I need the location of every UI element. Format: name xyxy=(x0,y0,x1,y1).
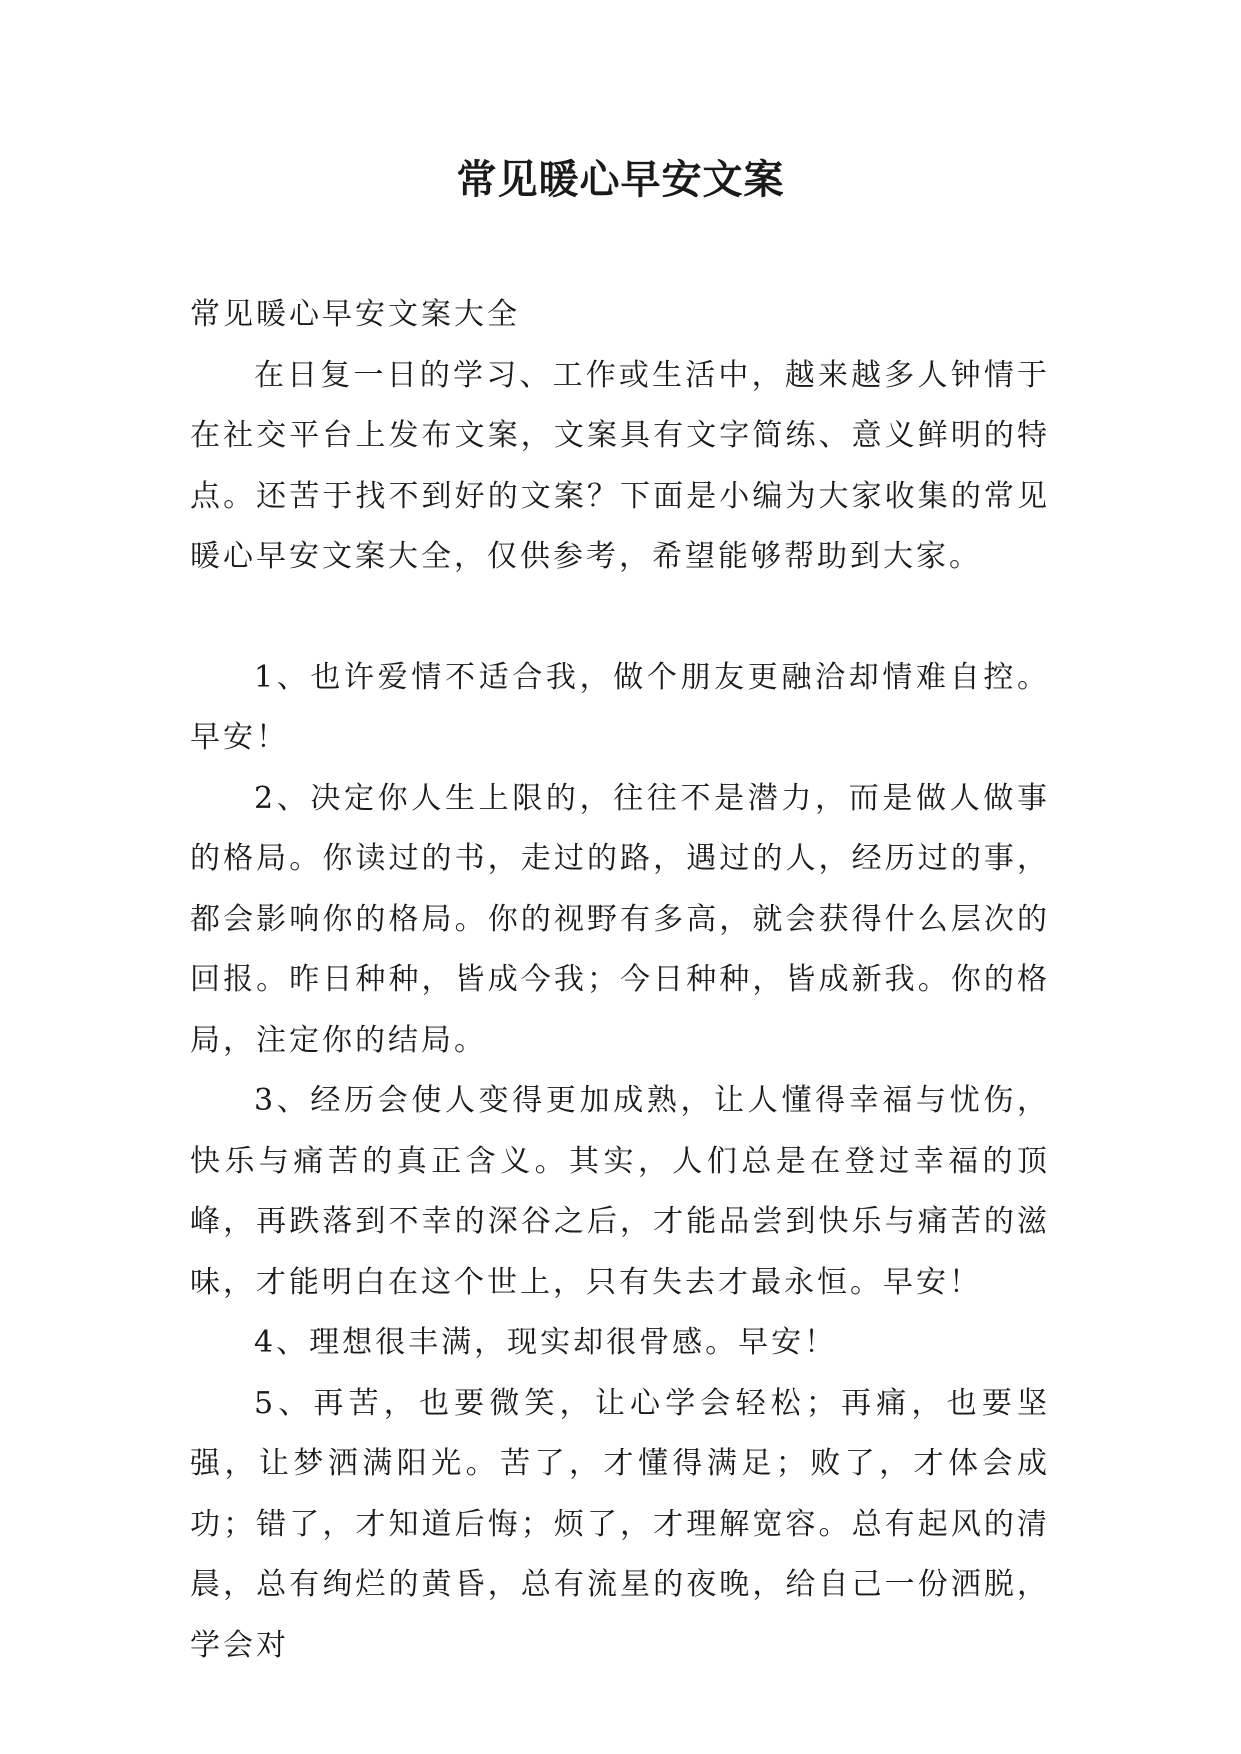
list-item: 5、再苦，也要微笑，让心学会轻松；再痛，也要坚强，让梦洒满阳光。苦了，才懂得满足；败了，才体会成功；错了，才知道后悔；烦了，才理解宽容。总有起风的清晨，总有绚烂的黄昏，总有流星的夜晚，给自己一份洒脱，学会对 xyxy=(190,1385,1050,1663)
document-title: 常见暖心早安文案 xyxy=(456,156,785,203)
list-item: 3、经历会使人变得更加成熟，让人懂得幸福与忧伤，快乐与痛苦的真正含义。其实，人们总是在登过幸福的顶峰，再跌落到不幸的深谷之后，才能品尝到快乐与痛苦的滋味，才能明白在这个世上，只有失去才最永恒。早安！ xyxy=(190,1083,1050,1300)
intro-paragraph: 在日复一日的学习、工作或生活中，越来越多人钟情于在社交平台上发布文案，文案具有文字简练、意义鲜明的特点。还苦于找不到好的文案？下面是小编为大家收集的常见暖心早安文案大全，仅供参考，希望能够帮助到大家。 xyxy=(190,357,1050,574)
list-item: 1、也许爱情不适合我，做个朋友更融洽却情难自控。早安！ xyxy=(190,659,1050,755)
paragraph-gap xyxy=(190,588,1050,648)
list-item: 2、决定你人生上限的，往往不是潜力，而是做人做事的格局。你读过的书，走过的路，遇过的人，经历过的事，都会影响你的格局。你的视野有多高，就会获得什么层次的回报。昨日种种，皆成今我；今日种种，皆成新我。你的格局，注定你的结局。 xyxy=(190,780,1050,1058)
document-subtitle: 常见暖心早安文案大全 xyxy=(190,297,520,332)
list-item: 4、理想很丰满，现实却很骨感。早安！ xyxy=(254,1325,838,1360)
document-body xyxy=(190,285,1050,1676)
